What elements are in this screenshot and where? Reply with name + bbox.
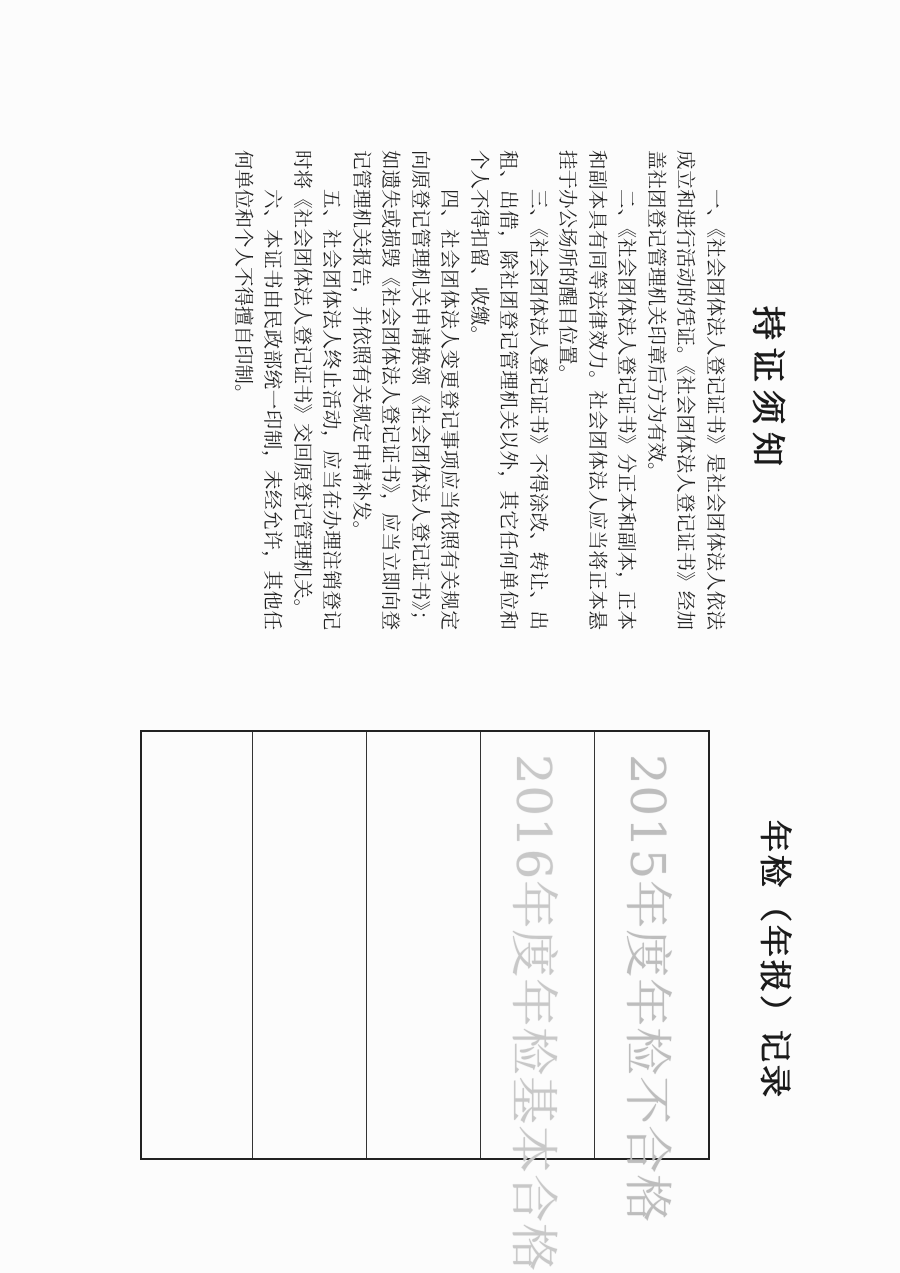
annual-inspection-title: 年检（年报）记录 — [756, 819, 794, 1100]
annual-inspection-table — [140, 730, 710, 1273]
notice-body — [229, 150, 731, 630]
annual-record-row — [252, 732, 366, 1158]
notice-paragraph-2: 二、《社会团体法人登记证书》分正本和副本，正本和副本具有同等法律效力。社会团体法人应当将正本悬挂于办公场所的醒目位置。 — [556, 150, 639, 630]
notice-paragraph-4: 四、社会团体法人变更登记事项应当依照有关规定向原登记管理机关申请换领《社会团体法人登记证书》；如遗失或损毁《社会团体法人登记证书》，应当立即向登记管理机关报告，并依照有关规定申请补发。 — [350, 150, 462, 630]
annual-inspection-section — [40, 680, 860, 1273]
notice-paragraph-6: 六、本证书由民政部统一印制，未经允许，其他任何单位和个人不得擅自印制。 — [232, 150, 285, 630]
annual-record-row — [594, 732, 708, 1224]
notice-paragraph-1: 一、《社会团体法人登记证书》是社会团体法人依法成立和进行活动的凭证。《社会团体法人登记证书》经加盖社团登记管理机关印章后方为有效。 — [645, 150, 727, 630]
notice-title: 持证须知 — [747, 306, 787, 474]
holder-notice-section — [50, 150, 840, 630]
annual-record-row — [480, 732, 594, 1273]
annual-record-row — [366, 732, 480, 1158]
notice-paragraph-5: 五、社会团体法人终止活动，应当在办理注销登记时将《社会团体法人登记证书》交回原登记管理机关。 — [291, 150, 344, 630]
annual-record-stamp: 2015年度年检不合格 — [619, 754, 675, 1224]
notice-paragraph-3: 三、《社会团体法人登记证书》不得涂改、转让、出租、出借，除社团登记管理机关以外，其它任何单位和个人不得扣留、收缴。 — [468, 150, 550, 630]
annual-record-row — [138, 732, 252, 1158]
annual-record-stamp: 2016年度年检基本合格 — [505, 754, 561, 1273]
